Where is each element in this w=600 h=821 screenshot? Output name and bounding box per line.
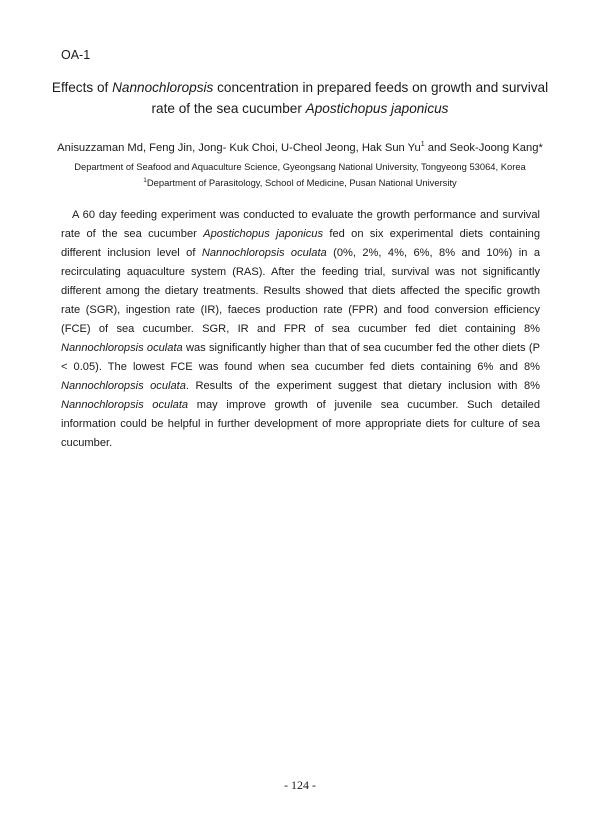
abstract-italic-2: Nannochloropsis oculata bbox=[201, 247, 327, 259]
abstract-text-1: A 60 day feeding experiment was conducted to evaluate the growth performance and survival rate of the sea cucumber bbox=[61, 209, 540, 240]
page-number: - 124 - bbox=[284, 778, 316, 792]
affiliation-mark: 1 bbox=[143, 177, 147, 184]
session-code: OA-1 bbox=[61, 48, 91, 62]
title-text-2: concentration in prepared feeds on growth and survival rate of the sea cucumber bbox=[151, 80, 549, 116]
abstract-paragraph bbox=[61, 206, 540, 453]
authors-rest: and Seok-Joong Kang* bbox=[424, 142, 543, 154]
authors-main: Anisuzzaman Md, Feng Jin, Jong- Kuk Choi, U-Cheol Jeong, Hak Sun Yu bbox=[57, 142, 421, 154]
abstract-italic-5: Nannochloropsis oculata bbox=[61, 399, 189, 411]
title-text-1: Effects of bbox=[51, 80, 113, 95]
affiliation-1: Department of Seafood and Aquaculture Science, Gyeongsang National University, Tongyeong 53064, Korea bbox=[74, 161, 526, 172]
author-affiliation-mark: 1 bbox=[420, 141, 425, 148]
abstract-text-4: was significantly higher than that of sea cucumber fed the other diets (P < 0.05). The lowest FCE was found when sea cucumber fed diets containing 6% and 8% bbox=[61, 342, 540, 373]
abstract-text-6: may improve growth of juvenile sea cucumber. Such detailed information could be helpful in further development of more appropriate diets for culture of sea cucumber. bbox=[61, 399, 540, 449]
title-italic-species: Apostichopus japonicus bbox=[305, 101, 449, 116]
affiliation-2-text: Department of Parasitology, School of Medicine, Pusan National University bbox=[146, 177, 457, 188]
abstract-body bbox=[61, 206, 540, 453]
abstract-italic-1: Apostichopus japonicus bbox=[203, 228, 324, 240]
abstract-italic-4: Nannochloropsis oculata bbox=[61, 380, 186, 392]
affiliation-2 bbox=[40, 177, 560, 188]
author-list bbox=[40, 141, 560, 154]
abstract-italic-3: Nannochloropsis oculata bbox=[61, 342, 183, 354]
abstract-text-2: fed on six experimental diets containing different inclusion level of bbox=[61, 228, 541, 259]
title-italic-genus: Nannochloropsis bbox=[112, 80, 214, 95]
paper-title bbox=[40, 77, 560, 119]
abstract-text-3: (0%, 2%, 4%, 6%, 8% and 10%) in a recirculating aquaculture system (RAS). After the feeding trial, survival was not significantly different among the dietary treatments. Results showed that diets affected the specific growth rate (SGR), ingestion rate (IR), faeces production rate (FPR) and food conversion efficiency (FCE) of sea cucumber. SGR, IR and FPR of sea cucumber fed diet containing 8% bbox=[61, 247, 540, 335]
abstract-text-5: . Results of the experiment suggest that dietary inclusion with 8% bbox=[185, 380, 540, 392]
